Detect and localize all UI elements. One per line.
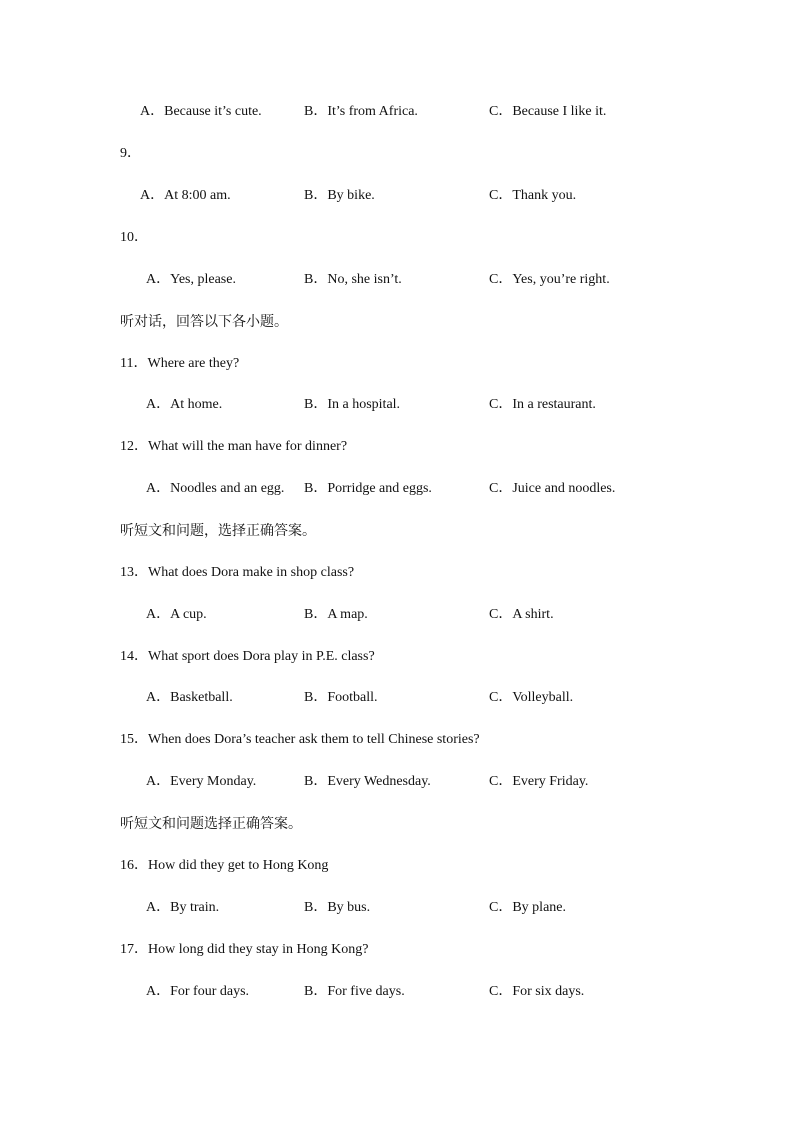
section-heading: 听对话，回答以下各小题。 (120, 314, 288, 330)
option-c: C．By plane. (489, 900, 566, 915)
question-12: 12．What will the man have for dinner? (120, 439, 348, 454)
option-a: A．Every Monday. (146, 774, 257, 789)
option-c: C．A shirt. (489, 607, 554, 622)
option-a: A．Yes, please. (146, 272, 236, 287)
question-9: 9． (120, 146, 141, 161)
question-17: 17．How long did they stay in Hong Kong? (120, 942, 369, 957)
option-a: A．Basketball. (146, 690, 233, 705)
section-heading: 听短文和问题，选择正确答案。 (120, 523, 316, 539)
option-a: A．At home. (146, 397, 223, 412)
section-heading: 听短文和问题选择正确答案。 (120, 816, 302, 832)
question-15: 15．When does Dora’s teacher ask them to tell Chinese stories? (120, 732, 480, 747)
option-a: A．Noodles and an egg. (146, 481, 285, 496)
option-a: A．A cup. (146, 607, 207, 622)
question-14: 14．What sport does Dora play in P.E. class? (120, 649, 375, 664)
option-a: A．For four days. (146, 984, 250, 999)
option-b: B．Porridge and eggs. (304, 481, 432, 496)
option-c: C．For six days. (489, 984, 585, 999)
question-10: 10． (120, 230, 148, 245)
option-b: B．In a hospital. (304, 397, 401, 412)
option-a: A．By train. (146, 900, 220, 915)
option-a: A．At 8:00 am. (140, 188, 231, 203)
option-c: C．Thank you. (489, 188, 577, 203)
option-a: A．Because it’s cute. (140, 104, 262, 119)
option-b: B．No, she isn’t. (304, 272, 402, 287)
option-b: B．Football. (304, 690, 378, 705)
option-b: B．Every Wednesday. (304, 774, 431, 789)
question-16: 16．How did they get to Hong Kong (120, 858, 329, 873)
option-c: C．In a restaurant. (489, 397, 596, 412)
option-c: C．Yes, you’re right. (489, 272, 610, 287)
option-c: C．Volleyball. (489, 690, 574, 705)
option-b: B．A map. (304, 607, 368, 622)
option-b: B．By bike. (304, 188, 375, 203)
question-11: 11．Where are they? (120, 356, 240, 371)
option-c: C．Because I like it. (489, 104, 607, 119)
option-b: B．By bus. (304, 900, 371, 915)
option-b: B．It’s from Africa. (304, 104, 418, 119)
option-c: C．Every Friday. (489, 774, 589, 789)
option-c: C．Juice and noodles. (489, 481, 616, 496)
option-b: B．For five days. (304, 984, 405, 999)
question-13: 13．What does Dora make in shop class? (120, 565, 355, 580)
